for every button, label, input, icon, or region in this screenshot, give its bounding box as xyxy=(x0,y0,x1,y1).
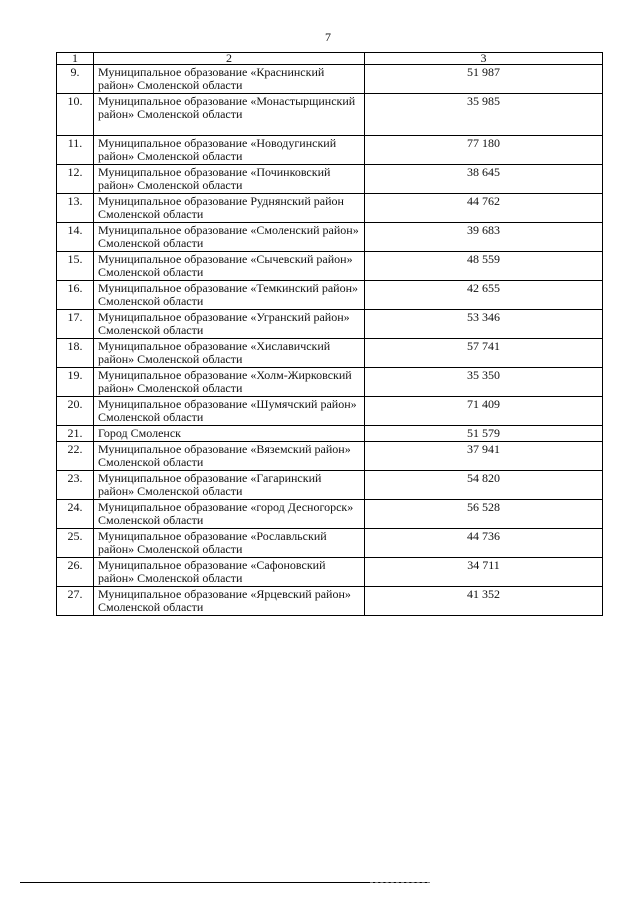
header-col-1: 1 xyxy=(57,53,94,65)
table-row xyxy=(57,587,603,616)
table-row xyxy=(57,136,603,165)
row-name: Муниципальное образование «Угранский район» Смоленской области xyxy=(94,310,365,339)
table-row xyxy=(57,368,603,397)
row-name: Муниципальное образование «Монастырщинский район» Смоленской области xyxy=(94,94,365,136)
table-row xyxy=(57,165,603,194)
row-number: 21. xyxy=(57,426,94,442)
row-value: 34 711 xyxy=(365,558,603,587)
row-value: 42 655 xyxy=(365,281,603,310)
table-body xyxy=(57,53,603,616)
table-row xyxy=(57,442,603,471)
row-number: 23. xyxy=(57,471,94,500)
row-value: 77 180 xyxy=(365,136,603,165)
row-value: 37 941 xyxy=(365,442,603,471)
row-number: 11. xyxy=(57,136,94,165)
row-number: 24. xyxy=(57,500,94,529)
row-name: Муниципальное образование «Темкинский район» Смоленской области xyxy=(94,281,365,310)
table-row xyxy=(57,339,603,368)
row-name: Муниципальное образование «Шумячский район» Смоленской области xyxy=(94,397,365,426)
row-name: Муниципальное образование «Холм-Жирковский район» Смоленской области xyxy=(94,368,365,397)
table-row xyxy=(57,471,603,500)
header-col-3: 3 xyxy=(365,53,603,65)
row-name: Муниципальное образование «Ярцевский район» Смоленской области xyxy=(94,587,365,616)
row-number: 14. xyxy=(57,223,94,252)
row-value: 41 352 xyxy=(365,587,603,616)
footer-rule xyxy=(20,882,430,883)
footer-rule-fade xyxy=(370,882,430,883)
row-name: Муниципальное образование «Новодугинский район» Смоленской области xyxy=(94,136,365,165)
row-name: Муниципальное образование «Вяземский район» Смоленской области xyxy=(94,442,365,471)
row-number: 13. xyxy=(57,194,94,223)
table-row xyxy=(57,310,603,339)
page-number: 7 xyxy=(325,30,331,44)
row-name: Муниципальное образование Руднянский район Смоленской области xyxy=(94,194,365,223)
row-number: 26. xyxy=(57,558,94,587)
row-value: 54 820 xyxy=(365,471,603,500)
table-row xyxy=(57,397,603,426)
table-row xyxy=(57,281,603,310)
row-name: Муниципальное образование «Сафоновский район» Смоленской области xyxy=(94,558,365,587)
row-name: Муниципальное образование «Смоленский район» Смоленской области xyxy=(94,223,365,252)
table-row xyxy=(57,252,603,281)
row-number: 12. xyxy=(57,165,94,194)
row-number: 15. xyxy=(57,252,94,281)
table-row xyxy=(57,500,603,529)
row-name: Муниципальное образование «Починковский район» Смоленской области xyxy=(94,165,365,194)
row-value: 51 579 xyxy=(365,426,603,442)
header-col-2: 2 xyxy=(94,53,365,65)
row-value: 57 741 xyxy=(365,339,603,368)
row-value: 48 559 xyxy=(365,252,603,281)
row-name: Муниципальное образование «Хиславичский район» Смоленской области xyxy=(94,339,365,368)
row-number: 10. xyxy=(57,94,94,136)
table-row xyxy=(57,194,603,223)
row-number: 9. xyxy=(57,65,94,94)
row-name: Город Смоленск xyxy=(94,426,365,442)
table-row xyxy=(57,426,603,442)
row-value: 38 645 xyxy=(365,165,603,194)
row-number: 17. xyxy=(57,310,94,339)
row-name: Муниципальное образование «Рославльский район» Смоленской области xyxy=(94,529,365,558)
table-row xyxy=(57,529,603,558)
row-number: 22. xyxy=(57,442,94,471)
row-name: Муниципальное образование «Гагаринский район» Смоленской области xyxy=(94,471,365,500)
allocation-table xyxy=(56,52,603,616)
row-value: 71 409 xyxy=(365,397,603,426)
row-value: 51 987 xyxy=(365,65,603,94)
row-value: 44 762 xyxy=(365,194,603,223)
table-header-row xyxy=(57,53,603,65)
table-row xyxy=(57,223,603,252)
row-value: 35 985 xyxy=(365,94,603,136)
table-row xyxy=(57,65,603,94)
row-name: Муниципальное образование «Краснинский район» Смоленской области xyxy=(94,65,365,94)
row-value: 39 683 xyxy=(365,223,603,252)
row-name: Муниципальное образование «Сычевский район» Смоленской области xyxy=(94,252,365,281)
row-number: 27. xyxy=(57,587,94,616)
table-row xyxy=(57,558,603,587)
row-name: Муниципальное образование «город Десногорск» Смоленской области xyxy=(94,500,365,529)
row-number: 20. xyxy=(57,397,94,426)
row-value: 35 350 xyxy=(365,368,603,397)
row-number: 18. xyxy=(57,339,94,368)
table-row xyxy=(57,94,603,136)
row-number: 16. xyxy=(57,281,94,310)
row-number: 19. xyxy=(57,368,94,397)
row-value: 53 346 xyxy=(365,310,603,339)
row-value: 56 528 xyxy=(365,500,603,529)
row-number: 25. xyxy=(57,529,94,558)
row-value: 44 736 xyxy=(365,529,603,558)
